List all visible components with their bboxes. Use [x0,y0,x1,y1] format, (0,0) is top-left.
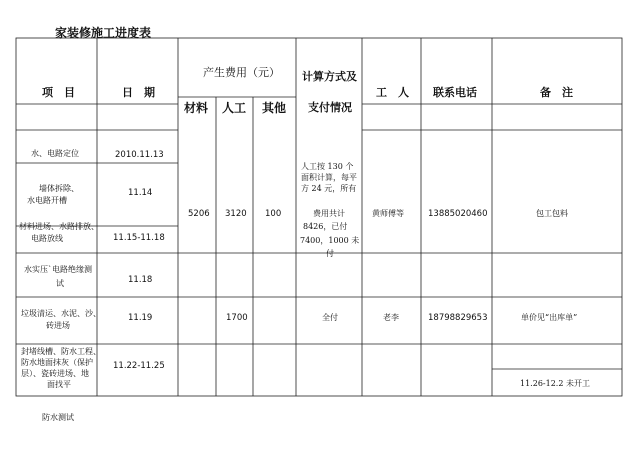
header-item: 项 目 [42,86,75,99]
header-worker: 工 人 [376,86,409,99]
header-cost-group: 产生费用（元） [203,66,280,79]
header-labor: 人工 [222,101,247,115]
row2-date: 11.14 [128,188,153,198]
row2-item-line1: 墙体拆除、 [39,184,79,193]
row5-phone: 18798829653 [428,313,488,323]
merged-method-line4: 费用共计 [313,209,345,218]
row4-date: 11.18 [128,275,153,285]
footer-note: 防水测试 [42,413,74,422]
header-remarks: 备 注 [540,86,573,99]
row1-date: 2010.11.13 [115,150,164,160]
header-materials: 材料 [184,101,209,115]
row3-item-line2: 电路放线 [31,234,63,243]
merged-method-line3: 方 24 元，所有 [301,184,357,193]
page-title: 家装修施工进度表 [55,26,152,40]
row6-date: 11.22-11.25 [113,361,165,371]
merged-labor: 3120 [225,209,247,219]
row5-remarks: 单价见“出库单” [521,313,578,322]
row4-item-line1: 水实压`电路绝缘测 [24,265,92,274]
merged-method-line7: 付 [326,249,334,258]
row5-item-line2: 砖进场 [46,321,70,330]
merged-phone: 13885020460 [428,209,488,219]
row5-method: 全付 [322,313,338,322]
merged-method-line1: 人工按 130 个 [301,162,354,171]
row5-labor: 1700 [226,313,248,323]
merged-remarks: 包工包料 [536,209,568,218]
header-other: 其他 [262,101,287,115]
header-date: 日 期 [122,86,155,99]
row3-date: 11.15-11.18 [113,233,165,243]
row5-item-line1: 垃圾清运、水泥、沙、 [21,309,101,318]
row3-item-line1: 材料进场、水路排放、 [19,222,99,231]
row6-item-line1: 封堵线槽、防水工程、 [21,347,101,356]
row5-worker: 老李 [383,313,399,322]
header-method-line2: 支付情况 [308,101,352,114]
row6-remarks: 11.26-12.2 未开工 [520,379,590,388]
merged-other: 100 [265,209,282,219]
header-phone: 联系电话 [433,86,477,99]
merged-method-line6: 7400，1000 未 [300,236,360,245]
merged-method-line2: 面积计算，每平 [301,173,357,182]
row6-item-line4: 面找平 [47,380,71,389]
row1-item: 水、电路定位 [31,149,79,158]
header-method-line1: 计算方式及 [302,70,357,83]
merged-worker: 黄师傅等 [372,209,404,218]
merged-materials: 5206 [188,209,210,219]
row6-item-line2: 防水地面抹灰（保护 [21,358,93,367]
row5-date: 11.19 [128,313,153,323]
row4-item-line2: 试 [56,279,64,288]
merged-method-line5: 8426，已付 [303,222,348,231]
row6-item-line3: 层）、瓷砖进场、地 [21,369,89,378]
row2-item-line2: 水电路开槽 [27,196,67,205]
